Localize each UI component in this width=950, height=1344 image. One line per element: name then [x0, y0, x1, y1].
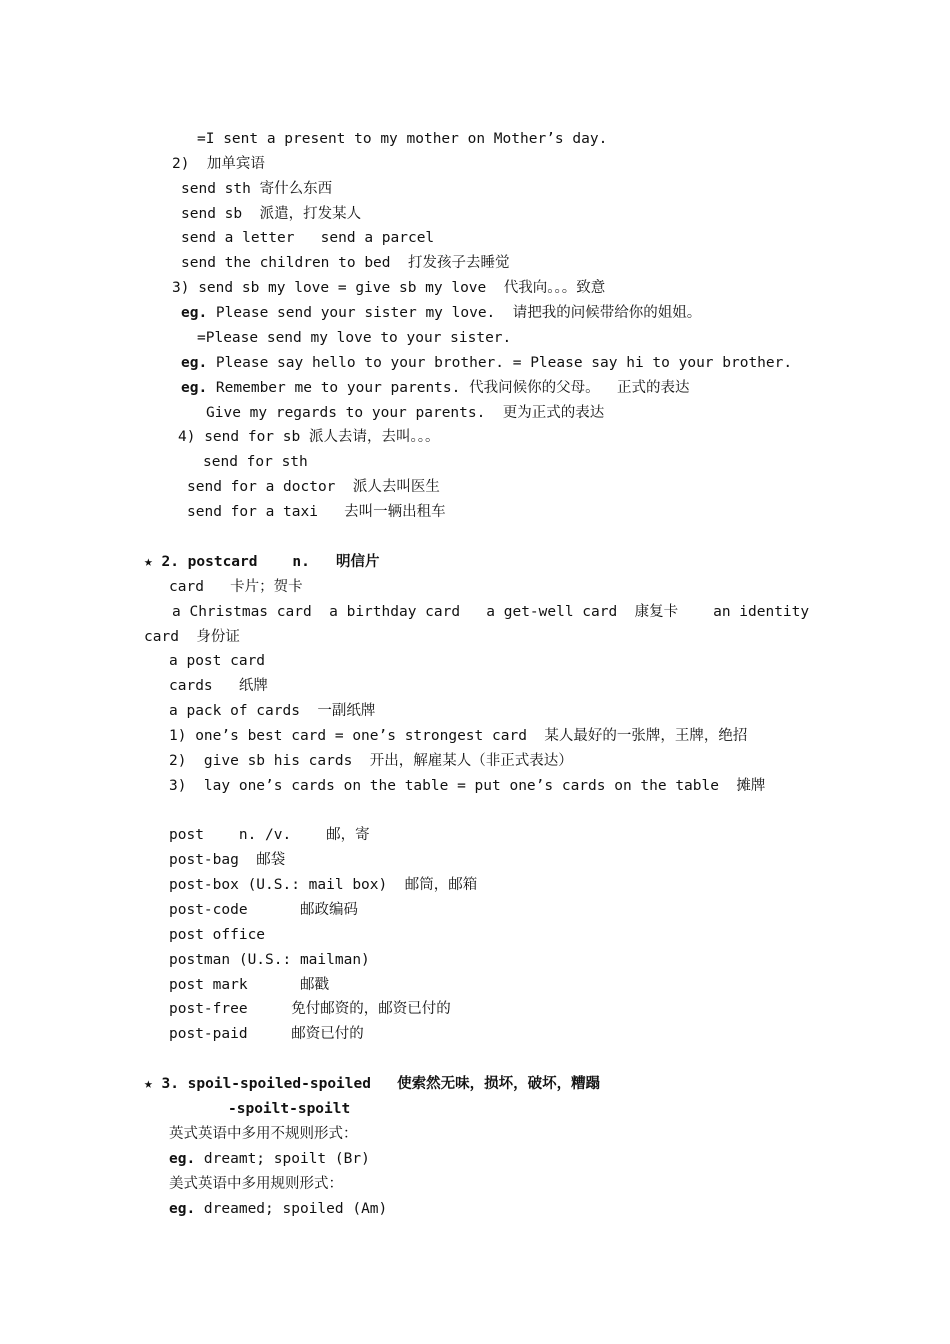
- text-line: send a letter send a parcel: [181, 230, 435, 246]
- example-text: Remember me to your parents. 代我问候你的父母。 正式的表达: [207, 380, 690, 396]
- text-line: 2) give sb his cards 开出，解雇某人（非正式表达）: [169, 753, 573, 769]
- text-line: card 卡片；贺卡: [169, 579, 303, 595]
- section-heading: ★ 3. spoil-spoiled-spoiled 使索然无味，损坏，破坏，糟蹋: [144, 1076, 601, 1092]
- text-line: cards 纸牌: [169, 678, 268, 694]
- text-line: Give my regards to your parents. 更为正式的表达: [206, 405, 605, 421]
- example-text: dreamed; spoiled (Am): [195, 1201, 388, 1217]
- example-line: [181, 304, 701, 322]
- text-line: =I sent a present to my mother on Mother’s day.: [197, 131, 608, 147]
- text-line: send sb 派遣，打发某人: [181, 206, 362, 222]
- text-line: -spoilt-spoilt: [228, 1101, 351, 1117]
- example-line: [169, 1150, 370, 1168]
- eg-label: eg.: [169, 1201, 196, 1217]
- example-text: Please say hello to your brother. = Please say hi to your brother.: [207, 355, 793, 371]
- text-line: 3) send sb my love = give sb my love 代我向。。。致意: [172, 280, 606, 296]
- text-line: 1) one’s best card = one’s strongest card 某人最好的一张牌，王牌，绝招: [169, 728, 748, 744]
- text-line: 英式英语中多用不规则形式：: [169, 1126, 358, 1142]
- text-line: post n. /v. 邮，寄: [169, 827, 370, 843]
- example-text: Please send your sister my love. 请把我的问候带给你的姐姐。: [207, 305, 702, 321]
- section-heading: ★ 2. postcard n. 明信片: [144, 554, 380, 570]
- text-line: card 身份证: [144, 629, 240, 645]
- text-line: send sth 寄什么东西: [181, 181, 333, 197]
- example-line: [181, 379, 690, 397]
- eg-label: eg.: [181, 355, 208, 371]
- text-line: a post card: [169, 653, 266, 669]
- text-line: post-paid 邮资已付的: [169, 1026, 364, 1042]
- text-line: send for sth: [203, 454, 308, 470]
- text-line: a Christmas card a birthday card a get-well card 康复卡 an identity: [172, 604, 810, 620]
- text-line: post-bag 邮袋: [169, 852, 286, 868]
- text-line: 3) lay one’s cards on the table = put one’s cards on the table 摊牌: [169, 778, 766, 794]
- text-line: a pack of cards 一副纸牌: [169, 703, 376, 719]
- eg-label: eg.: [169, 1151, 196, 1167]
- text-line: post-box (U.S.: mail box) 邮筒，邮箱: [169, 877, 478, 893]
- text-line: 4) send for sb 派人去请，去叫。。。: [178, 429, 440, 445]
- example-text: dreamt; spoilt (Br): [195, 1151, 370, 1167]
- eg-label: eg.: [181, 380, 208, 396]
- text-line: postman (U.S.: mailman): [169, 952, 370, 968]
- text-line: send for a taxi 去叫一辆出租车: [187, 504, 446, 520]
- text-line: 美式英语中多用规则形式：: [169, 1176, 343, 1192]
- text-line: post-free 免付邮资的，邮资已付的: [169, 1001, 451, 1017]
- example-line: [169, 1200, 387, 1218]
- text-line: post-code 邮政编码: [169, 902, 358, 918]
- text-line: =Please send my love to your sister.: [197, 330, 512, 346]
- text-line: post office: [169, 927, 266, 943]
- text-line: send the children to bed 打发孩子去睡觉: [181, 255, 510, 271]
- text-line: send for a doctor 派人去叫医生: [187, 479, 440, 495]
- text-line: post mark 邮戳: [169, 977, 329, 993]
- text-line: 2) 加单宾语: [172, 156, 265, 172]
- eg-label: eg.: [181, 305, 208, 321]
- example-line: [181, 354, 792, 372]
